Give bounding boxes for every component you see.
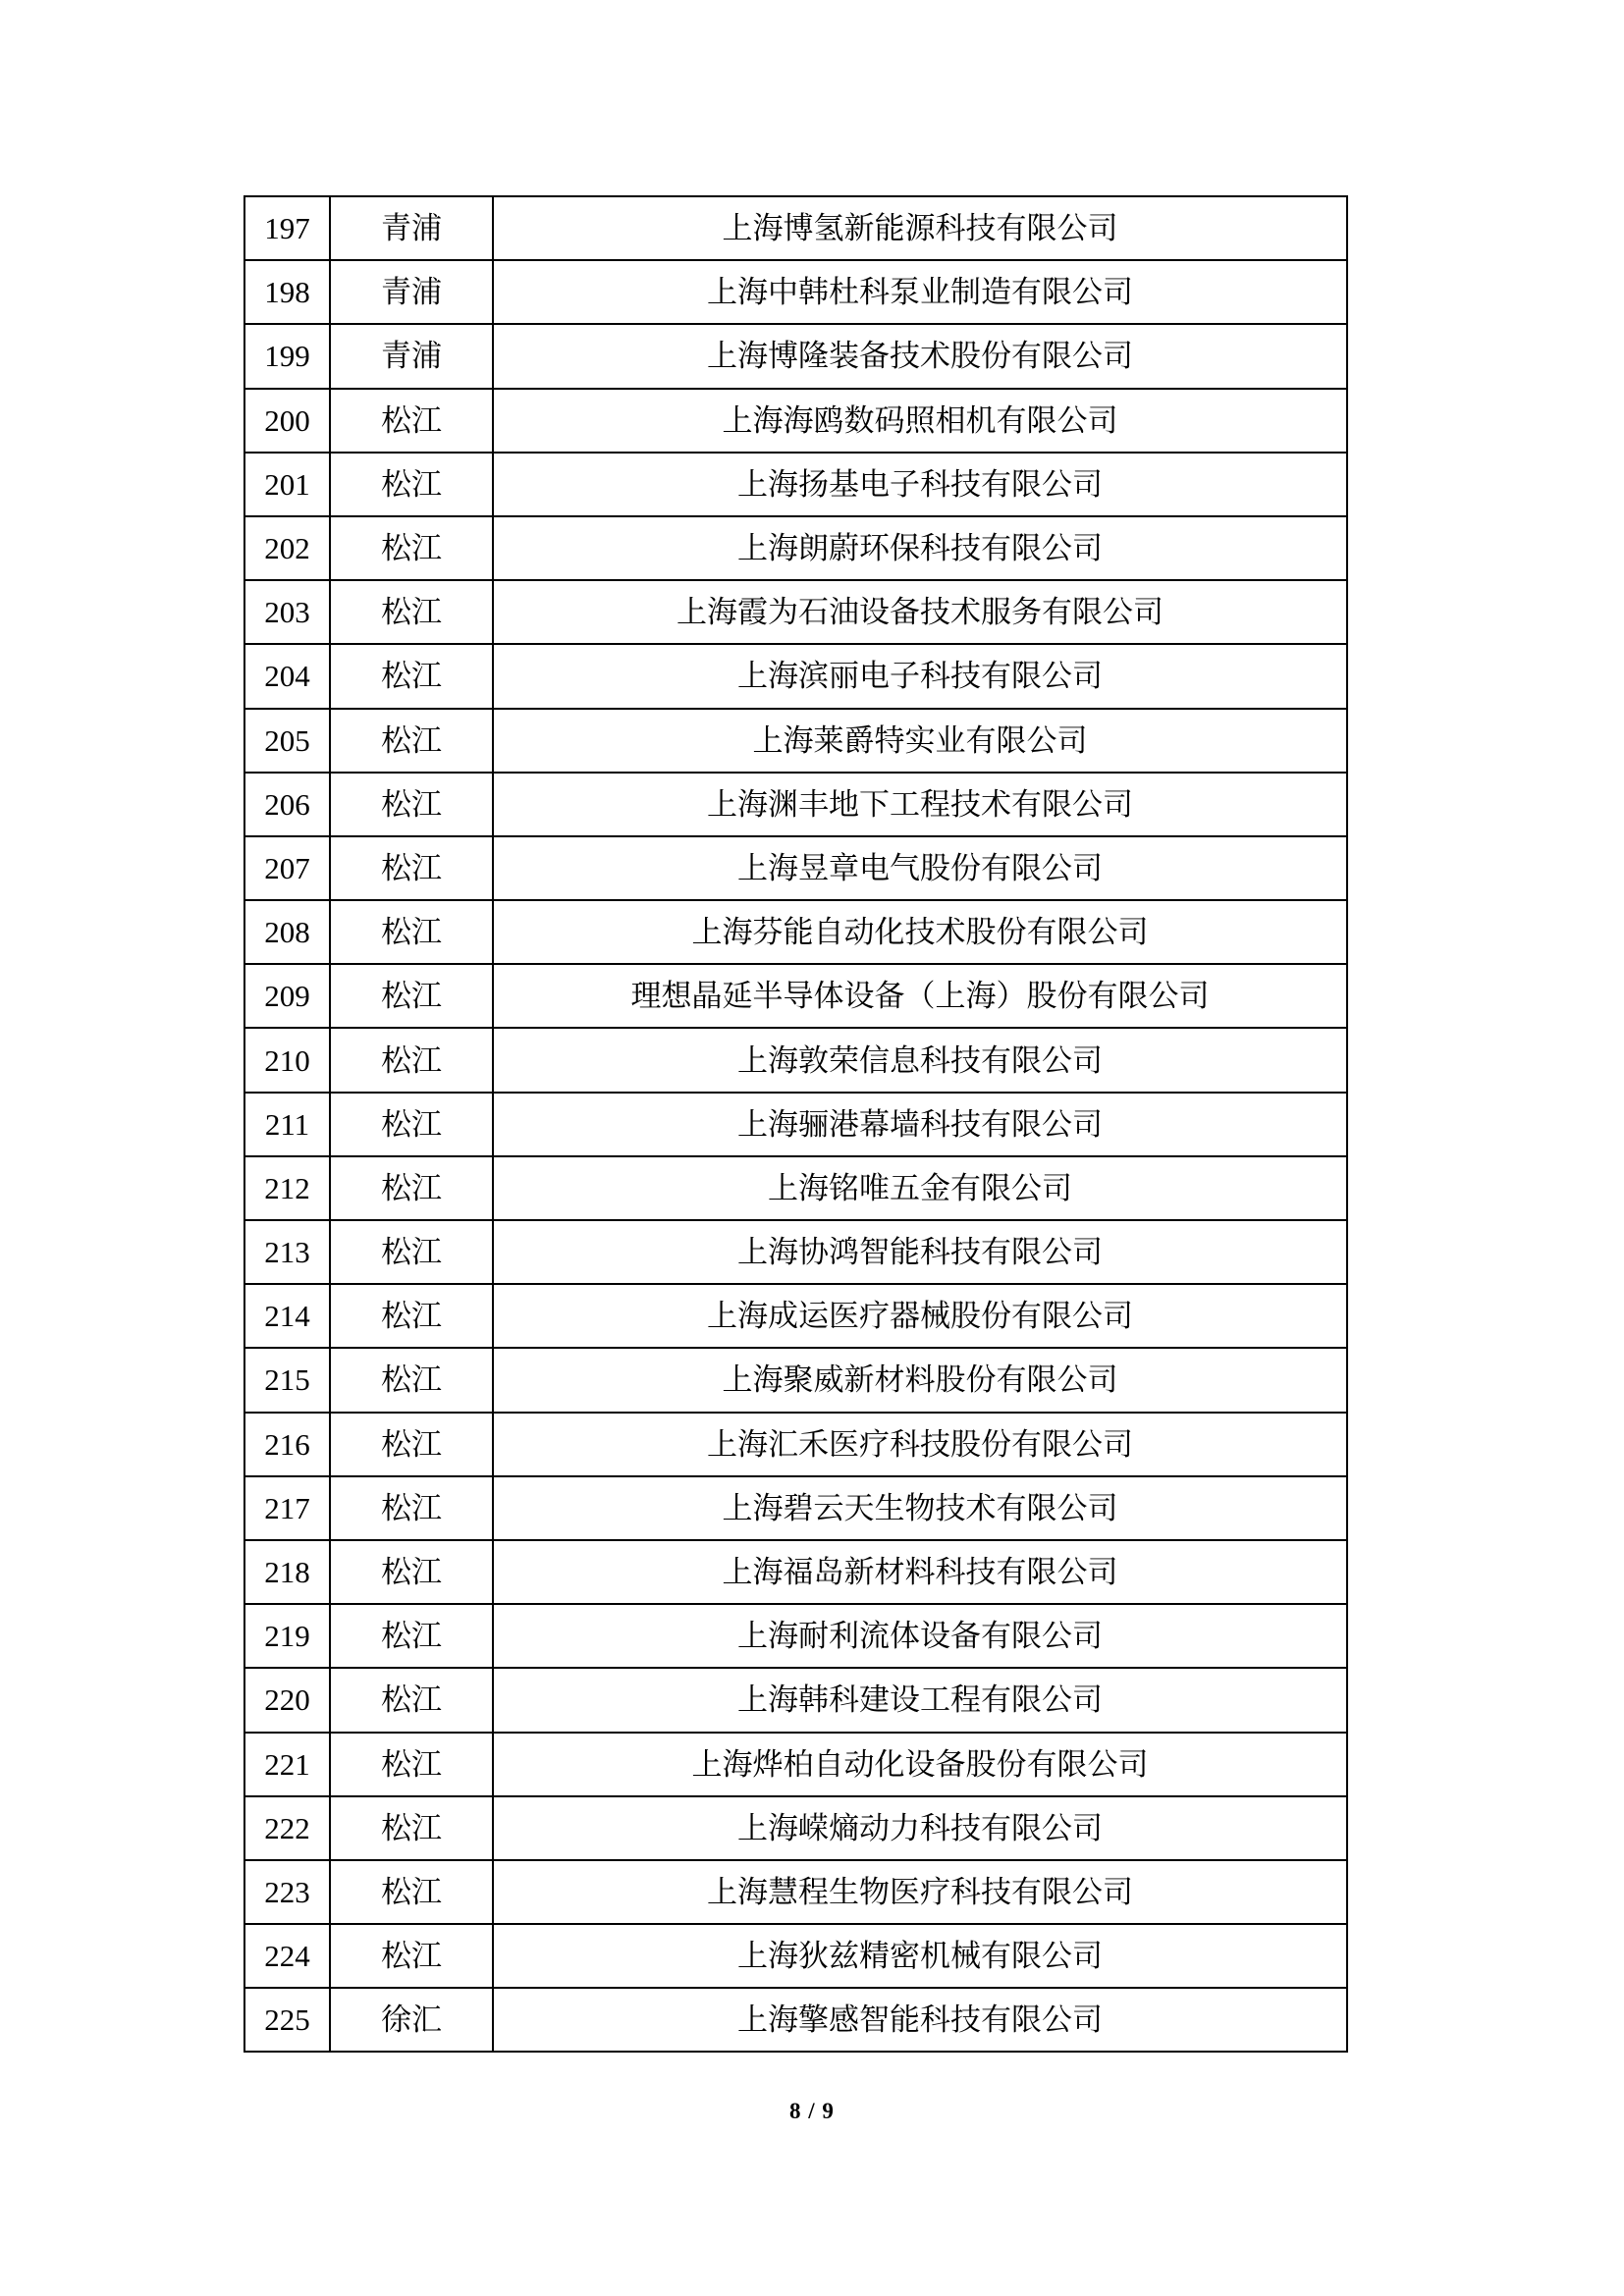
- company-name-cell: 上海渊丰地下工程技术有限公司: [493, 773, 1347, 836]
- row-number-cell: 212: [244, 1156, 330, 1220]
- district-cell: 松江: [330, 1028, 493, 1092]
- table-row: [244, 644, 1347, 708]
- table-row: [244, 260, 1347, 324]
- company-name-cell: 上海博氢新能源科技有限公司: [493, 196, 1347, 260]
- company-name-cell: 上海碧云天生物技术有限公司: [493, 1476, 1347, 1540]
- district-cell: 松江: [330, 389, 493, 453]
- table-row: [244, 900, 1347, 964]
- row-number-cell: 197: [244, 196, 330, 260]
- district-cell: 松江: [330, 836, 493, 900]
- company-name-cell: 上海海鸥数码照相机有限公司: [493, 389, 1347, 453]
- table-row: [244, 1413, 1347, 1476]
- table-row: [244, 1796, 1347, 1860]
- row-number-cell: 199: [244, 324, 330, 388]
- row-number-cell: 204: [244, 644, 330, 708]
- district-cell: 松江: [330, 644, 493, 708]
- district-cell: 松江: [330, 964, 493, 1028]
- row-number-cell: 215: [244, 1348, 330, 1412]
- table-row: [244, 709, 1347, 773]
- company-name-cell: 上海成运医疗器械股份有限公司: [493, 1284, 1347, 1348]
- table-row: [244, 516, 1347, 580]
- table-row: [244, 196, 1347, 260]
- district-cell: 松江: [330, 900, 493, 964]
- table-row: [244, 1733, 1347, 1796]
- company-name-cell: 上海汇禾医疗科技股份有限公司: [493, 1413, 1347, 1476]
- company-name-cell: 上海霞为石油设备技术服务有限公司: [493, 580, 1347, 644]
- district-cell: 青浦: [330, 260, 493, 324]
- district-cell: 青浦: [330, 324, 493, 388]
- table-row: [244, 1093, 1347, 1156]
- company-name-cell: 上海慧程生物医疗科技有限公司: [493, 1860, 1347, 1924]
- table-row: [244, 1220, 1347, 1284]
- table-row: [244, 1540, 1347, 1604]
- company-name-cell: 上海福岛新材料科技有限公司: [493, 1540, 1347, 1604]
- district-cell: 松江: [330, 1668, 493, 1732]
- district-cell: 松江: [330, 1093, 493, 1156]
- district-cell: 松江: [330, 1604, 493, 1668]
- table-row: [244, 836, 1347, 900]
- row-number-cell: 213: [244, 1220, 330, 1284]
- table-row: [244, 1668, 1347, 1732]
- district-cell: 松江: [330, 773, 493, 836]
- district-cell: 松江: [330, 1284, 493, 1348]
- table-row: [244, 1284, 1347, 1348]
- company-name-cell: 上海协鸿智能科技有限公司: [493, 1220, 1347, 1284]
- company-name-cell: 上海朗蔚环保科技有限公司: [493, 516, 1347, 580]
- table-row: [244, 389, 1347, 453]
- company-name-cell: 理想晶延半导体设备（上海）股份有限公司: [493, 964, 1347, 1028]
- row-number-cell: 209: [244, 964, 330, 1028]
- row-number-cell: 218: [244, 1540, 330, 1604]
- district-cell: 松江: [330, 1924, 493, 1988]
- company-name-cell: 上海烨柏自动化设备股份有限公司: [493, 1733, 1347, 1796]
- row-number-cell: 206: [244, 773, 330, 836]
- table-row: [244, 453, 1347, 516]
- company-name-cell: 上海扬基电子科技有限公司: [493, 453, 1347, 516]
- district-cell: 松江: [330, 1733, 493, 1796]
- table-row: [244, 1476, 1347, 1540]
- row-number-cell: 201: [244, 453, 330, 516]
- row-number-cell: 223: [244, 1860, 330, 1924]
- row-number-cell: 221: [244, 1733, 330, 1796]
- table-row: [244, 580, 1347, 644]
- row-number-cell: 207: [244, 836, 330, 900]
- table-row: [244, 1348, 1347, 1412]
- district-cell: 松江: [330, 1860, 493, 1924]
- company-name-cell: 上海韩科建设工程有限公司: [493, 1668, 1347, 1732]
- row-number-cell: 220: [244, 1668, 330, 1732]
- district-cell: 松江: [330, 580, 493, 644]
- table-row: [244, 1604, 1347, 1668]
- table-row: [244, 964, 1347, 1028]
- row-number-cell: 205: [244, 709, 330, 773]
- page-number: 8 / 9: [789, 2099, 835, 2123]
- row-number-cell: 214: [244, 1284, 330, 1348]
- district-cell: 松江: [330, 1796, 493, 1860]
- row-number-cell: 200: [244, 389, 330, 453]
- company-table: [244, 195, 1348, 2053]
- table-row: [244, 1028, 1347, 1092]
- district-cell: 松江: [330, 1476, 493, 1540]
- row-number-cell: 216: [244, 1413, 330, 1476]
- row-number-cell: 219: [244, 1604, 330, 1668]
- table-row: [244, 1988, 1347, 2052]
- company-name-cell: 上海狄兹精密机械有限公司: [493, 1924, 1347, 1988]
- district-cell: 松江: [330, 1348, 493, 1412]
- company-table-body: [244, 196, 1347, 2052]
- company-name-cell: 上海耐利流体设备有限公司: [493, 1604, 1347, 1668]
- row-number-cell: 210: [244, 1028, 330, 1092]
- district-cell: 松江: [330, 453, 493, 516]
- company-name-cell: 上海中韩杜科泵业制造有限公司: [493, 260, 1347, 324]
- company-name-cell: 上海昱章电气股份有限公司: [493, 836, 1347, 900]
- table-row: [244, 324, 1347, 388]
- district-cell: 松江: [330, 709, 493, 773]
- row-number-cell: 222: [244, 1796, 330, 1860]
- row-number-cell: 224: [244, 1924, 330, 1988]
- company-name-cell: 上海芬能自动化技术股份有限公司: [493, 900, 1347, 964]
- district-cell: 松江: [330, 1413, 493, 1476]
- district-cell: 青浦: [330, 196, 493, 260]
- table-row: [244, 1156, 1347, 1220]
- company-name-cell: 上海莱爵特实业有限公司: [493, 709, 1347, 773]
- row-number-cell: 225: [244, 1988, 330, 2052]
- company-name-cell: 上海聚威新材料股份有限公司: [493, 1348, 1347, 1412]
- row-number-cell: 208: [244, 900, 330, 964]
- row-number-cell: 217: [244, 1476, 330, 1540]
- company-name-cell: 上海博隆装备技术股份有限公司: [493, 324, 1347, 388]
- company-name-cell: 上海嵘熵动力科技有限公司: [493, 1796, 1347, 1860]
- company-name-cell: 上海骊港幕墙科技有限公司: [493, 1093, 1347, 1156]
- table-row: [244, 1860, 1347, 1924]
- row-number-cell: 202: [244, 516, 330, 580]
- table-row: [244, 773, 1347, 836]
- district-cell: 徐汇: [330, 1988, 493, 2052]
- row-number-cell: 198: [244, 260, 330, 324]
- company-name-cell: 上海滨丽电子科技有限公司: [493, 644, 1347, 708]
- company-name-cell: 上海敦荣信息科技有限公司: [493, 1028, 1347, 1092]
- table-row: [244, 1924, 1347, 1988]
- district-cell: 松江: [330, 1540, 493, 1604]
- district-cell: 松江: [330, 516, 493, 580]
- district-cell: 松江: [330, 1220, 493, 1284]
- row-number-cell: 203: [244, 580, 330, 644]
- row-number-cell: 211: [244, 1093, 330, 1156]
- district-cell: 松江: [330, 1156, 493, 1220]
- company-name-cell: 上海擎感智能科技有限公司: [493, 1988, 1347, 2052]
- company-name-cell: 上海铭唯五金有限公司: [493, 1156, 1347, 1220]
